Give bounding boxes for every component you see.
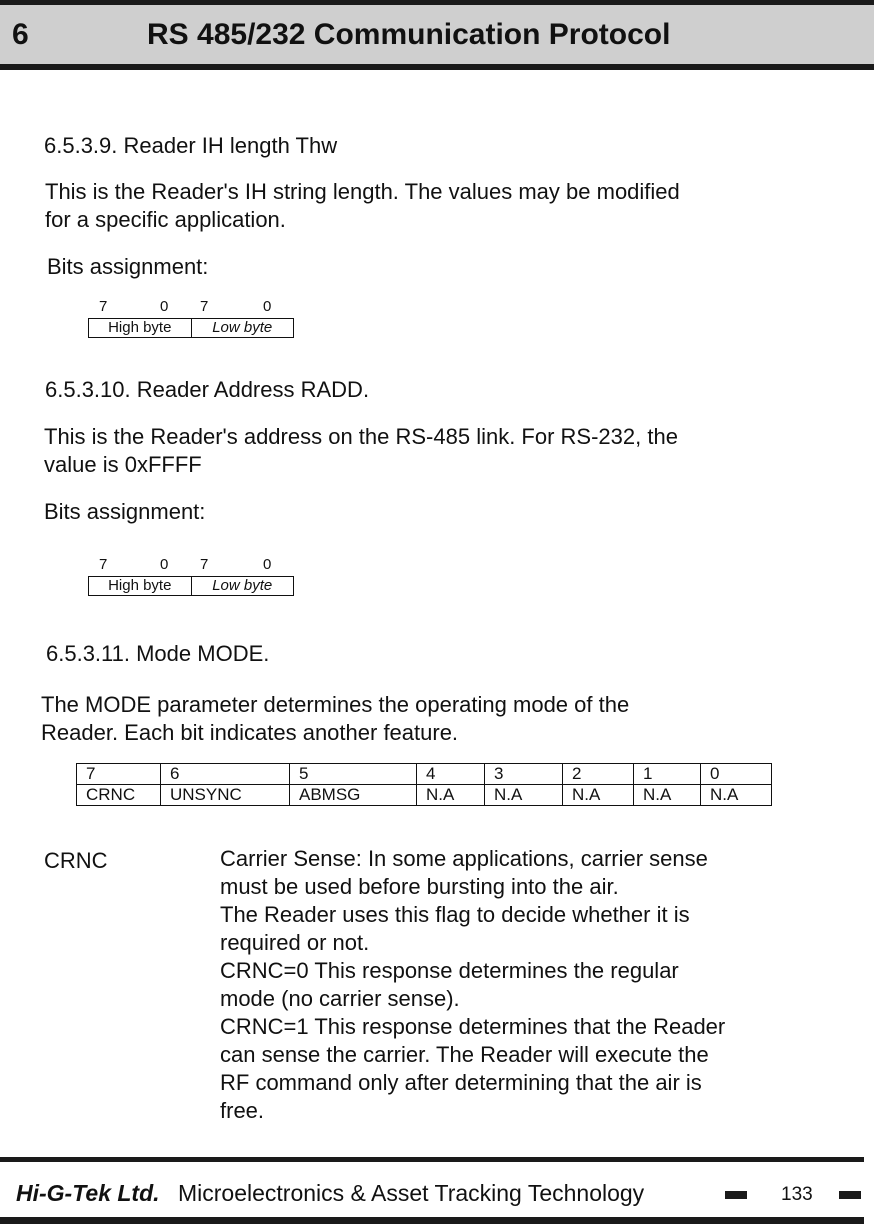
table-cell: 1 — [634, 764, 701, 785]
table-cell: CRNC — [77, 785, 161, 806]
paragraph-line: Reader. Each bit indicates another feature. — [41, 720, 459, 745]
table-cell: N.A — [417, 785, 485, 806]
bit-number: 7 — [200, 556, 209, 573]
footer-bottom-rule — [0, 1217, 864, 1224]
table-row-bit-names — [77, 785, 772, 806]
bit-number: 0 — [263, 556, 272, 573]
table-cell: 5 — [290, 764, 417, 785]
definition-line: CRNC=1 This response determines that the Reader — [220, 1014, 726, 1039]
definition-line: free. — [220, 1098, 265, 1123]
mode-bits-table — [76, 763, 772, 806]
table-cell: 7 — [77, 764, 161, 785]
bit-positions — [88, 556, 294, 576]
ih-length-bit-diagram — [88, 298, 294, 338]
chapter-number: 6 — [12, 18, 29, 51]
footer-marker-left — [725, 1191, 747, 1199]
address-bit-diagram — [88, 556, 294, 596]
table-cell: UNSYNC — [161, 785, 290, 806]
table-cell: N.A — [634, 785, 701, 806]
paragraph-line: The MODE parameter determines the operating mode of the — [41, 692, 630, 717]
low-byte-cell: Low byte — [191, 319, 294, 337]
mode-paragraph — [41, 691, 629, 747]
definition-line: must be used before bursting into the air. — [220, 874, 619, 899]
paragraph-line: value is 0xFFFF — [44, 452, 202, 477]
definition-text-crnc — [220, 845, 725, 1125]
table-cell: N.A — [701, 785, 772, 806]
byte-cells — [88, 318, 294, 338]
table-cell: 2 — [563, 764, 634, 785]
bit-number: 0 — [160, 298, 169, 315]
definition-line: mode (no carrier sense). — [220, 986, 460, 1011]
address-paragraph — [44, 423, 678, 479]
bit-number: 7 — [200, 298, 209, 315]
definition-line: The Reader uses this flag to decide whether it is — [220, 902, 690, 927]
section-heading-ih-length: 6.5.3.9. Reader IH length Thw — [44, 133, 338, 158]
paragraph-line: This is the Reader's address on the RS-485 link. For RS-232, the — [44, 424, 678, 449]
bit-number: 0 — [160, 556, 169, 573]
table-cell: 6 — [161, 764, 290, 785]
bit-number: 7 — [99, 556, 108, 573]
definition-line: can sense the carrier. The Reader will execute the — [220, 1042, 709, 1067]
section-heading-address: 6.5.3.10. Reader Address RADD. — [45, 377, 370, 402]
definition-line: Carrier Sense: In some applications, carrier sense — [220, 846, 708, 871]
table-cell: N.A — [563, 785, 634, 806]
footer-company: Hi-G-Tek Ltd. — [16, 1180, 160, 1206]
bit-positions — [88, 298, 294, 318]
high-byte-cell: High byte — [108, 577, 172, 594]
footer-marker-right — [839, 1191, 861, 1199]
bits-assignment-label: Bits assignment: — [47, 254, 209, 279]
definition-line: required or not. — [220, 930, 370, 955]
definition-line: CRNC=0 This response determines the regular — [220, 958, 679, 983]
table-row-bit-numbers — [77, 764, 772, 785]
table-cell: 3 — [485, 764, 563, 785]
paragraph-line: This is the Reader's IH string length. The values may be modified — [45, 179, 680, 204]
paragraph-line: for a specific application. — [45, 207, 286, 232]
table-cell: 0 — [701, 764, 772, 785]
definition-term-crnc: CRNC — [44, 848, 108, 873]
table-cell: ABMSG — [290, 785, 417, 806]
high-byte-cell: High byte — [108, 319, 172, 336]
chapter-title: RS 485/232 Communication Protocol — [147, 18, 671, 51]
section-heading-mode: 6.5.3.11. Mode MODE. — [46, 641, 270, 666]
low-byte-cell: Low byte — [191, 577, 294, 595]
byte-cells — [88, 576, 294, 596]
table-cell: N.A — [485, 785, 563, 806]
bits-assignment-label: Bits assignment: — [44, 499, 206, 524]
header-bottom-rule — [0, 64, 874, 70]
footer-tagline: Microelectronics & Asset Tracking Technology — [178, 1180, 645, 1206]
page-number: 133 — [781, 1184, 813, 1205]
footer-top-rule — [0, 1157, 864, 1162]
bit-number: 0 — [263, 298, 272, 315]
ih-length-paragraph — [45, 178, 680, 234]
table-cell: 4 — [417, 764, 485, 785]
definition-line: RF command only after determining that the air is — [220, 1070, 702, 1095]
bit-number: 7 — [99, 298, 108, 315]
